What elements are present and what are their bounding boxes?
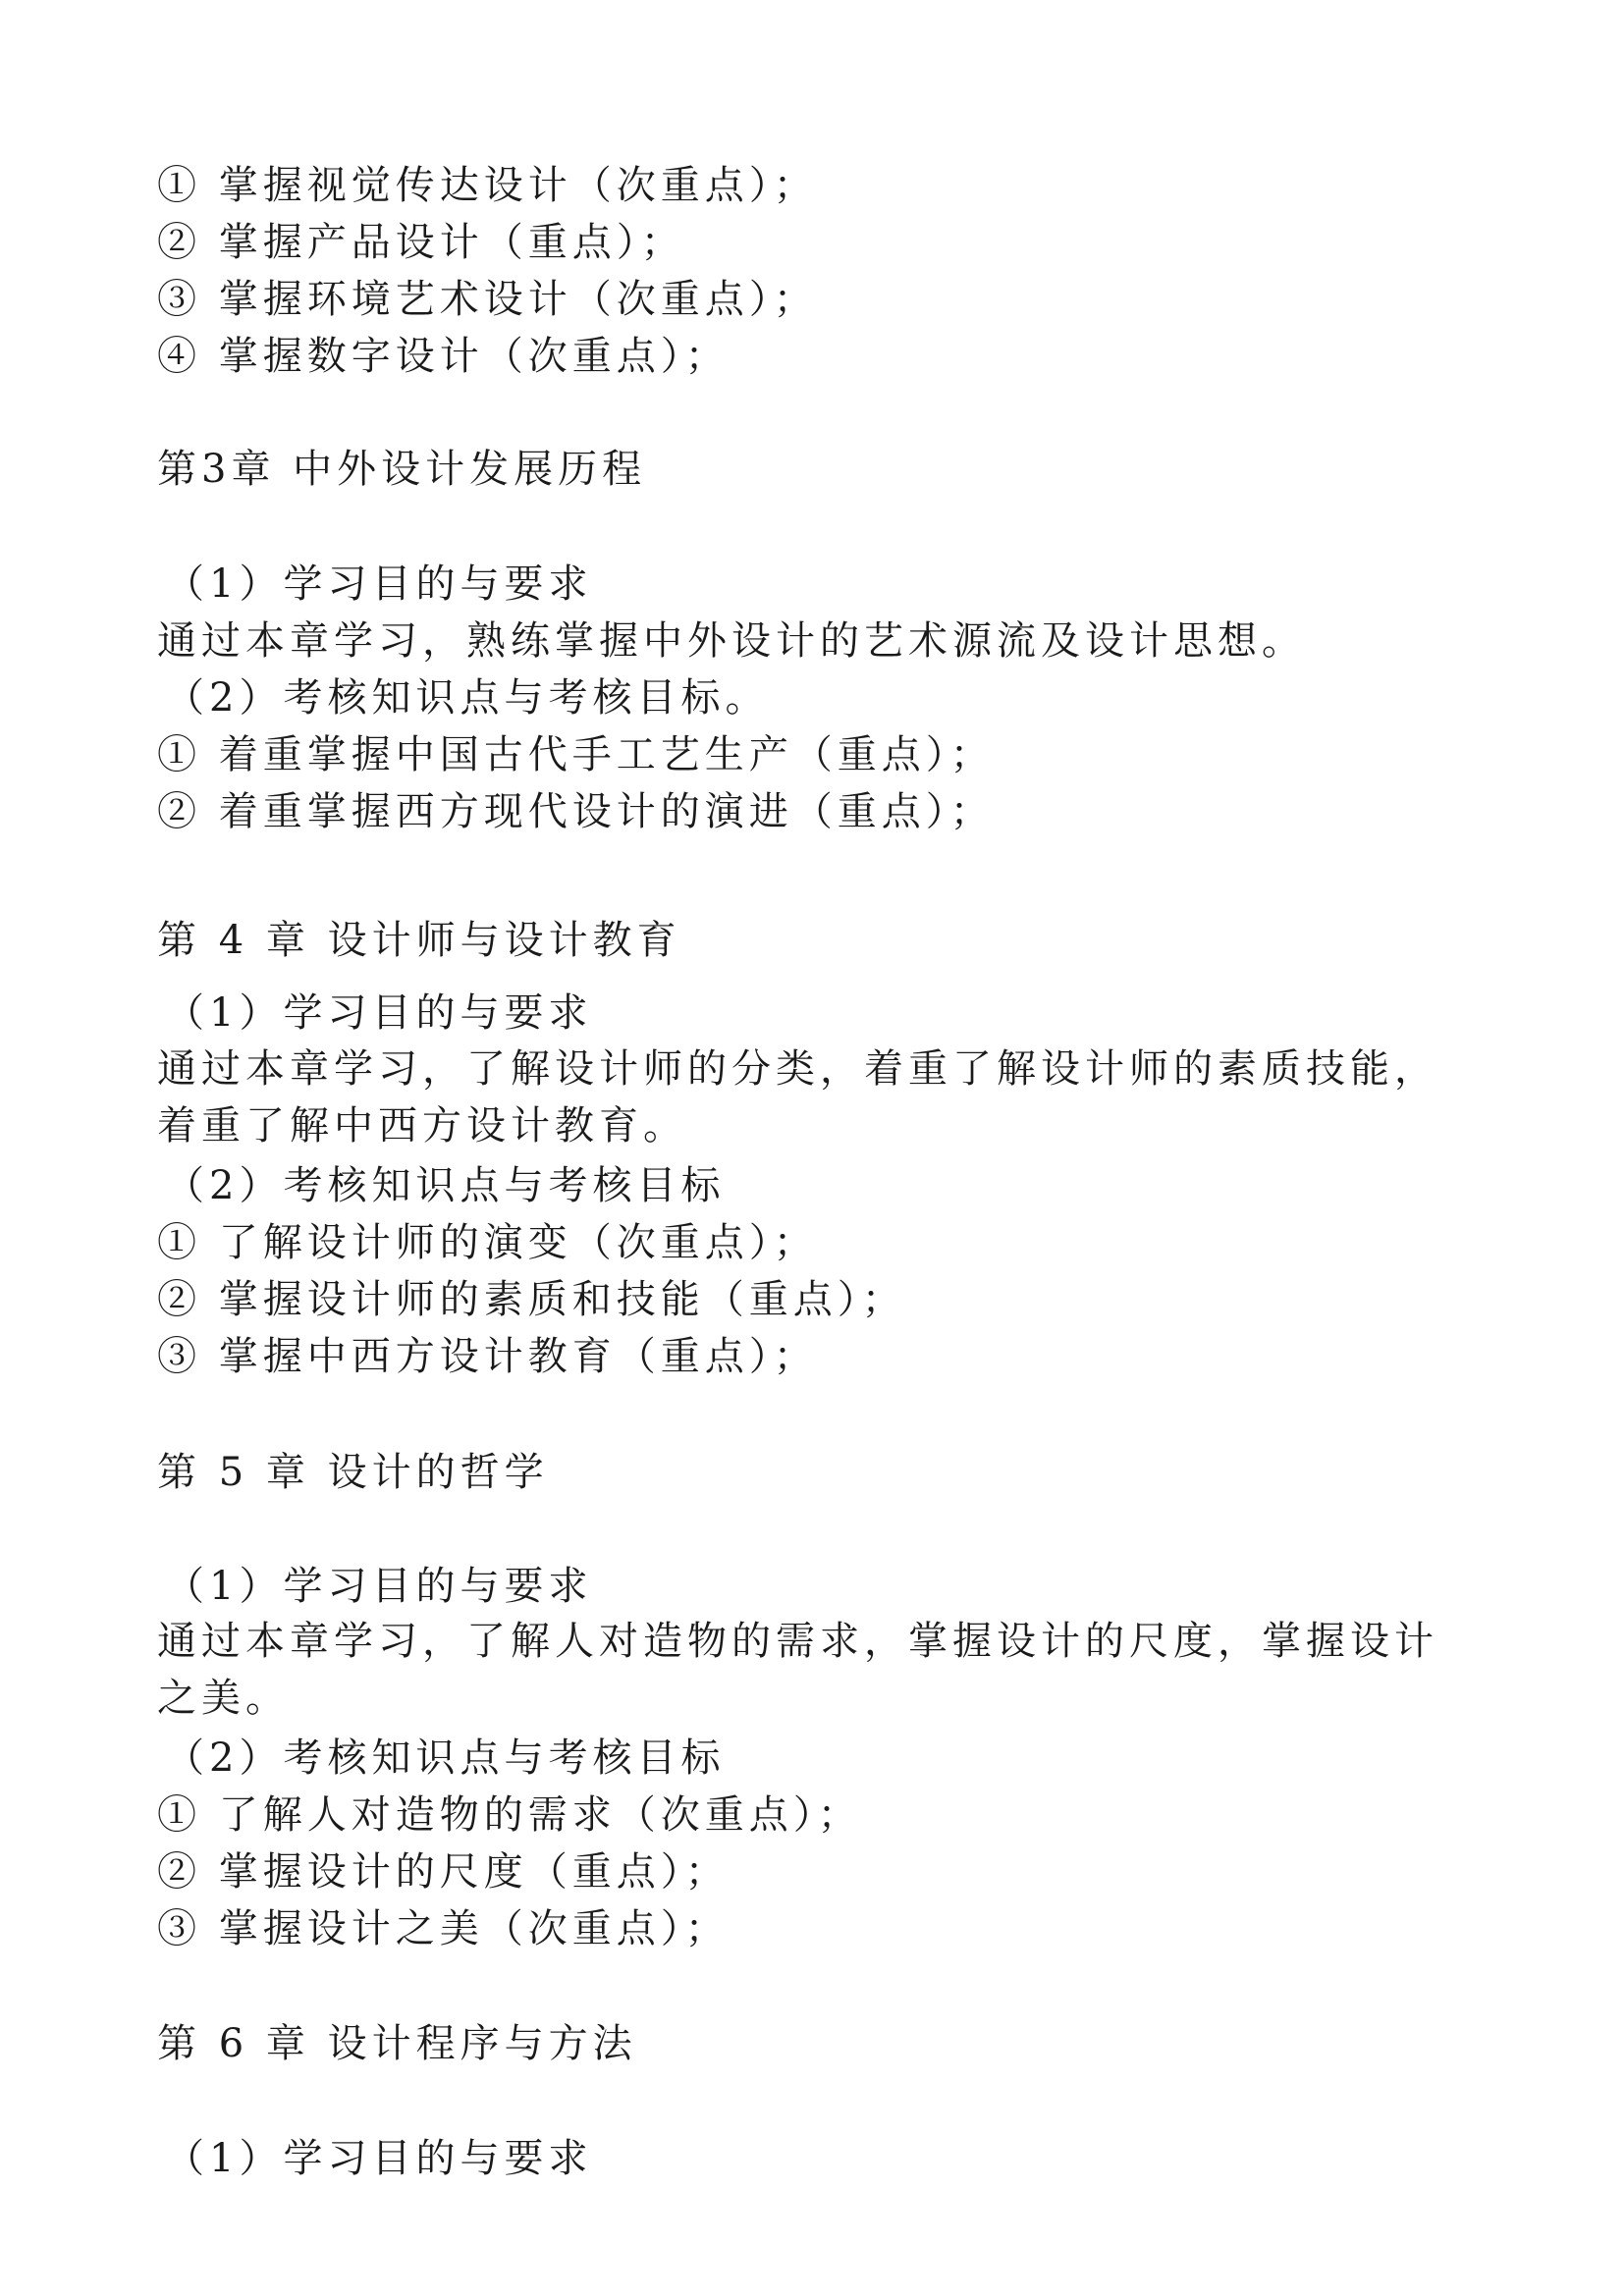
list-item: ③ 掌握设计之美（次重点）； <box>157 1906 730 1951</box>
paragraph: 通过本章学习，熟练掌握中外设计的艺术源流及设计思想。 <box>157 618 1306 664</box>
section-heading: （2）考核知识点与考核目标 <box>165 1735 726 1781</box>
section-heading: （1）学习目的与要求 <box>165 561 593 607</box>
list-item: ① 着重掌握中国古代手工艺生产（重点）； <box>157 732 995 777</box>
list-item: ③ 掌握中西方设计教育（重点）； <box>157 1334 818 1379</box>
list-item: ① 了解人对造物的需求（次重点）； <box>157 1792 862 1838</box>
chapter-heading: 第3章 中外设计发展历程 <box>157 447 647 492</box>
list-item: ③ 掌握环境艺术设计（次重点）； <box>157 277 818 322</box>
list-item: ① 了解设计师的演变（次重点）； <box>157 1220 818 1265</box>
section-heading: （2）考核知识点与考核目标 <box>165 1163 726 1208</box>
section-heading: （1）学习目的与要求 <box>165 1564 593 1609</box>
chapter-heading: 第 6 章 设计程序与方法 <box>157 2021 637 2066</box>
list-item: ② 着重掌握西方现代设计的演进（重点）； <box>157 789 995 834</box>
chapter-heading: 第 4 章 设计师与设计教育 <box>157 918 681 963</box>
paragraph: 通过本章学习，了解人对造物的需求，掌握设计的尺度，掌握设计之美。 <box>157 1619 1438 1721</box>
list-item: ② 掌握设计师的素质和技能（重点）； <box>157 1277 906 1322</box>
list-item: ② 掌握设计的尺度（重点）； <box>157 1849 730 1895</box>
list-item: ④ 掌握数字设计（次重点）； <box>157 334 730 379</box>
paragraph: 通过本章学习，了解设计师的分类，着重了解设计师的素质技能，着重了解中西方设计教育。 <box>157 1046 1438 1148</box>
list-item: ② 掌握产品设计（重点）； <box>157 220 685 265</box>
chapter-heading: 第 5 章 设计的哲学 <box>157 1450 549 1495</box>
section-heading: （2）考核知识点与考核目标。 <box>165 675 770 721</box>
section-heading: （1）学习目的与要求 <box>165 990 593 1036</box>
section-heading: （1）学习目的与要求 <box>165 2136 593 2181</box>
list-item: ① 掌握视觉传达设计（次重点）； <box>157 163 818 208</box>
